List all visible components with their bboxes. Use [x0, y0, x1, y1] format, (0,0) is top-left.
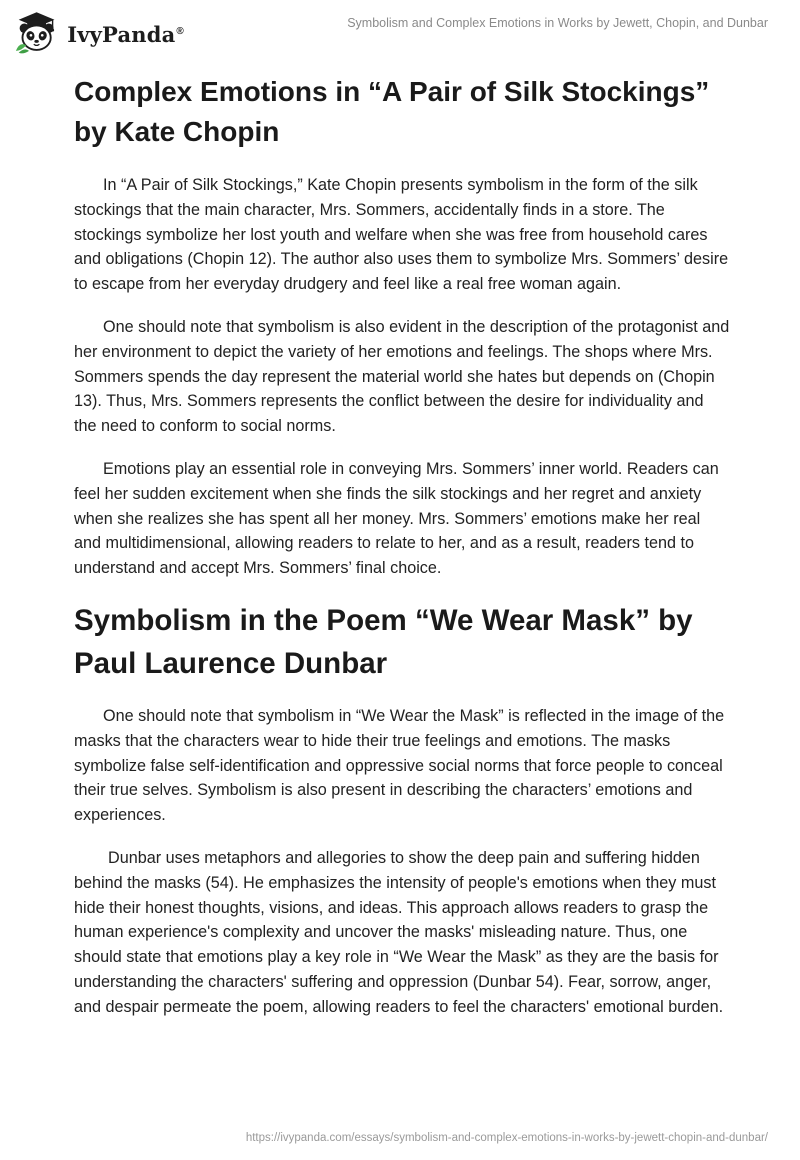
paragraph: One should note that symbolism is also evident in the description of the protagonist and her environment to depict the variety of her emotions and feelings. The shops where Mrs. Sommers spends the day represent the material world she hates but depends on (Chopin 13). Thus, Mrs. Sommers represents the conflict between the desire for individuality and the need to conform to social norms. [74, 317, 730, 436]
paragraph: One should note that symbolism in “We Wear the Mask” is reflected in the image of the masks that the characters wear to hide their true feelings and emotions. The masks symbolize false self-identification and oppressive social norms that force people to conceal their true selves. Symbolism is also present in describing the characters’ emotions and experiences. [74, 706, 725, 825]
logo-name: IvyPanda [67, 21, 176, 47]
paragraph: In “A Pair of Silk Stockings,” Kate Chopin presents symbolism in the form of the silk stockings that the main character, Mrs. Sommers, accidentally finds in a store. The stockings symbolize her lost youth and welfare when she was free from household cares and obligations (Chopin 12). The author also uses them to symbolize Mrs. Sommers’ desire to escape from her everyday drudgery and feel like a real free woman again. [74, 176, 729, 294]
logo-text [67, 22, 184, 47]
logo[interactable] [14, 8, 184, 56]
section-heading-chopin: Complex Emotions in “A Pair of Silk Stockings” by Kate Chopin [74, 76, 710, 147]
paragraph: Emotions play an essential role in conveying Mrs. Sommers’ inner world. Readers can feel her sudden excitement when she finds the silk stockings and her regret and anxiety when she realizes she has spent all her money. Mrs. Sommers’ emotions make her real and multidimensional, allowing readers to relate to her, and as a result, readers tend to understand and accept Mrs. Sommers’ final choice. [74, 459, 719, 578]
document-title: Symbolism and Complex Emotions in Works by Jewett, Chopin, and Dunbar [347, 16, 768, 30]
panda-logo-icon [14, 8, 59, 56]
section-heading-dunbar: Symbolism in the Poem “We Wear Mask” by Paul Laurence Dunbar [74, 603, 693, 680]
essay-content [74, 72, 730, 1038]
page-header [0, 0, 800, 64]
source-url[interactable]: https://ivypanda.com/essays/symbolism-and-complex-emotions-in-works-by-jewett-chopin-and-dunbar/ [245, 1132, 768, 1144]
paragraph: Dunbar uses metaphors and allegories to show the deep pain and suffering hidden behind the masks (54). He emphasizes the intensity of people's emotions when they must hide their honest thoughts, visions, and ideas. This approach allows readers to grasp the human experience's complexity and uncover the masks' misleading nature. Thus, one should state that emotions play a key role in “We Wear the Mask” as they are the basis for understanding the characters' suffering and oppression (Dunbar 54). Fear, sorrow, anger, and despair permeate the poem, allowing readers to feel the characters' emotional burden. [74, 848, 724, 1016]
registered-mark: ® [176, 25, 184, 37]
